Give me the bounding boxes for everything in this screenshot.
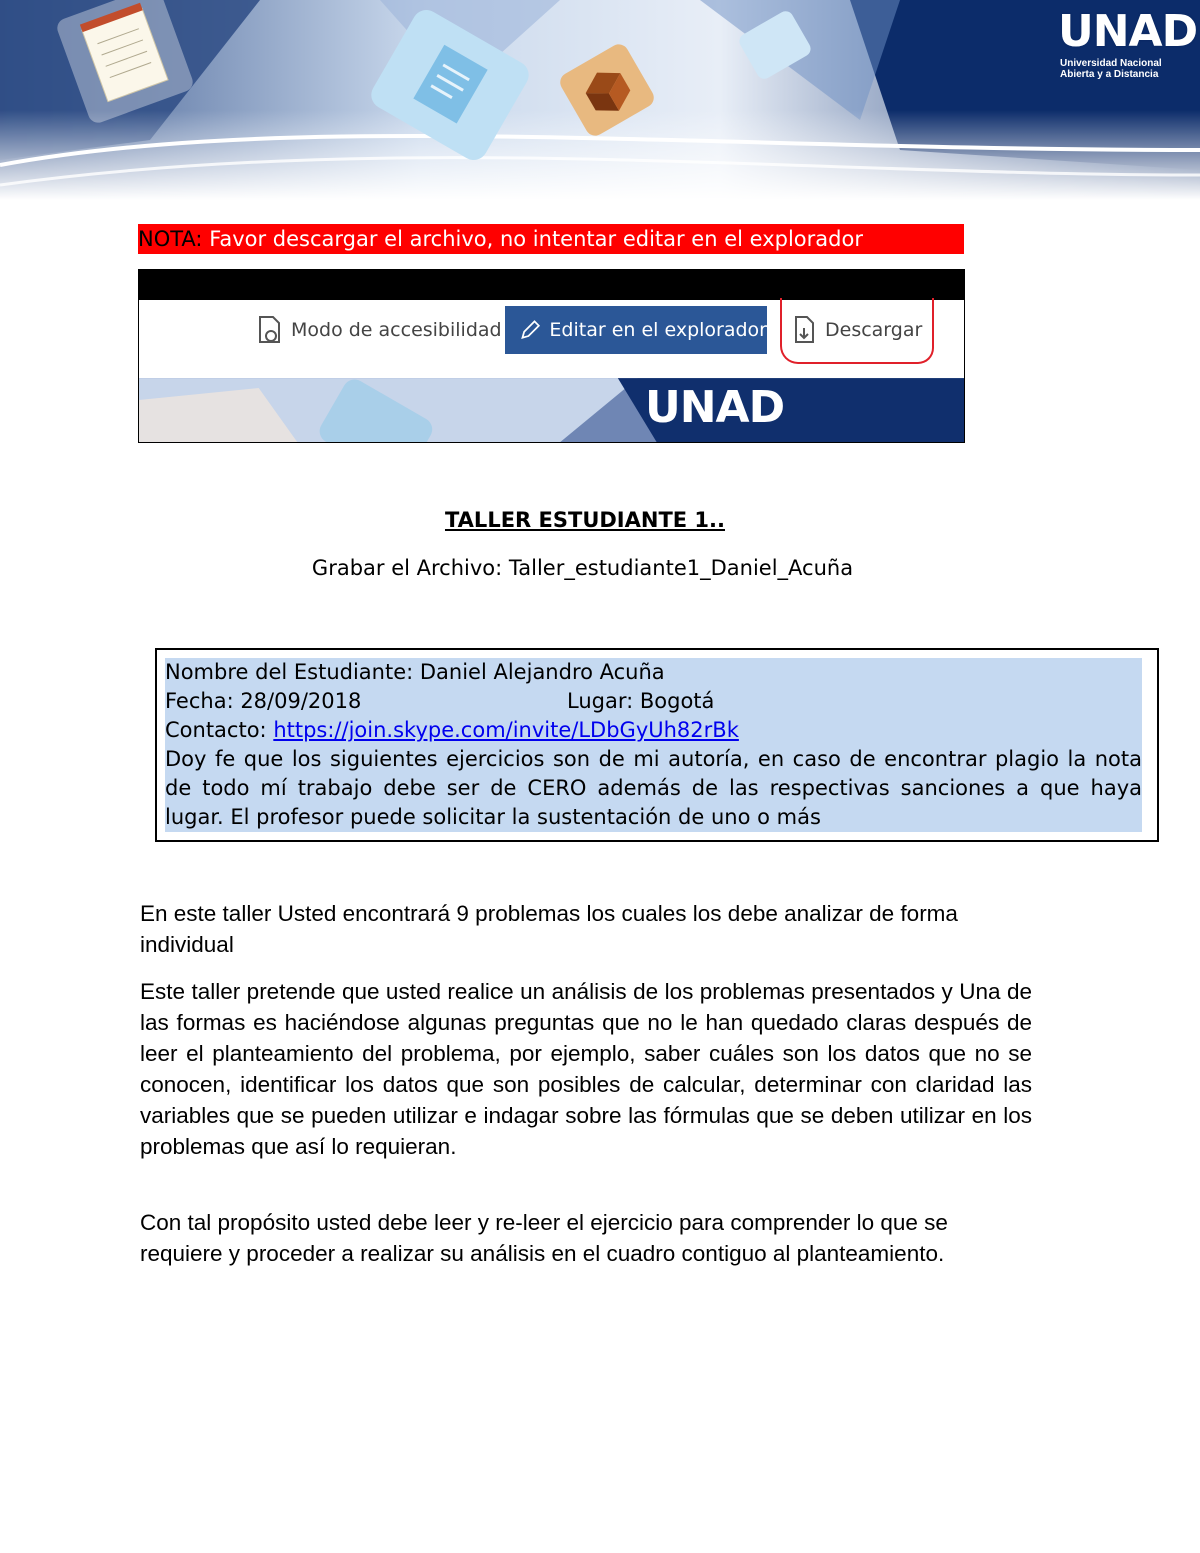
logo-subtitle-line-1: Universidad Nacional bbox=[1060, 58, 1162, 69]
accessibility-mode-label: Modo de accesibilidad bbox=[291, 319, 502, 341]
document-title: TALLER ESTUDIANTE 1.. bbox=[444, 508, 725, 532]
student-info-box bbox=[155, 648, 1159, 842]
screenshot-top-bar bbox=[139, 270, 964, 300]
banner-graphic bbox=[0, 0, 1200, 200]
authorship-declaration: Doy fe que los siguientes ejercicios son de mi autoría, en caso de encontrar plagio la nota de todo mí trabajo debe ser de CERO además de las respectivas sanciones a que haya lugar. El profesor puede solicitar la sustentación de uno o más bbox=[165, 747, 1142, 829]
analysis-paragraph: Este taller pretende que usted realice un análisis de los problemas presentados y Una de las formas es haciéndose algunas preguntas que no le han quedado claras después de leer el planteamiento del problema, por ejemplo, saber cuáles son los datos que no se conocen, identificar los datos que son posibles de calcular, determinar con claridad las variables que se pueden utilizar e indagar sobre las fórmulas que se deben utilizar en los problemas que así lo requieran. bbox=[140, 979, 1032, 1159]
student-name: Nombre del Estudiante: Daniel Alejandro Acuña bbox=[165, 660, 665, 684]
header-banner bbox=[0, 0, 1200, 200]
accessibility-doc-icon bbox=[257, 315, 283, 345]
contact-label: Contacto: bbox=[165, 718, 274, 742]
accessibility-mode-button bbox=[257, 306, 502, 354]
pencil-icon bbox=[519, 317, 541, 343]
download-highlight-circle bbox=[780, 298, 934, 364]
student-info-content bbox=[165, 658, 1142, 832]
logo-subtitle-line-2: Abierta y a Distancia bbox=[1060, 69, 1159, 80]
edit-in-browser-button bbox=[505, 306, 767, 354]
student-date: Fecha: 28/09/2018 bbox=[165, 689, 362, 713]
screenshot-unad-logo: UNAD bbox=[645, 382, 785, 433]
toolbar-screenshot bbox=[138, 269, 965, 443]
logo-wordmark: UNAD bbox=[1058, 6, 1198, 57]
intro-paragraph: En este taller Usted encontrará 9 problemas los cuales los debe analizar de forma individual bbox=[140, 901, 958, 957]
screenshot-mini-banner bbox=[139, 378, 964, 443]
logo-subtitle bbox=[1060, 58, 1162, 80]
contact-row bbox=[165, 716, 1142, 745]
purpose-paragraph: Con tal propósito usted debe leer y re-leer el ejercicio para comprender lo que se requiere y proceder a realizar su análisis en el cuadro contiguo al planteamiento. bbox=[140, 1210, 948, 1266]
unad-logo bbox=[1058, 6, 1198, 86]
date-place-row bbox=[165, 687, 1142, 716]
download-note bbox=[138, 224, 964, 254]
note-text: Favor descargar el archivo, no intentar editar en el explorador bbox=[202, 227, 863, 251]
record-filename-line: Grabar el Archivo: Taller_estudiante1_Daniel_Acuña bbox=[311, 556, 854, 580]
download-label: Descargar bbox=[825, 319, 923, 341]
edit-in-browser-label: Editar en el explorador bbox=[549, 319, 767, 341]
note-label: NOTA: bbox=[138, 227, 203, 251]
skype-contact-link[interactable]: https://join.skype.com/invite/LDbGyUh82rBk bbox=[273, 718, 739, 742]
student-place: Lugar: Bogotá bbox=[567, 689, 715, 713]
